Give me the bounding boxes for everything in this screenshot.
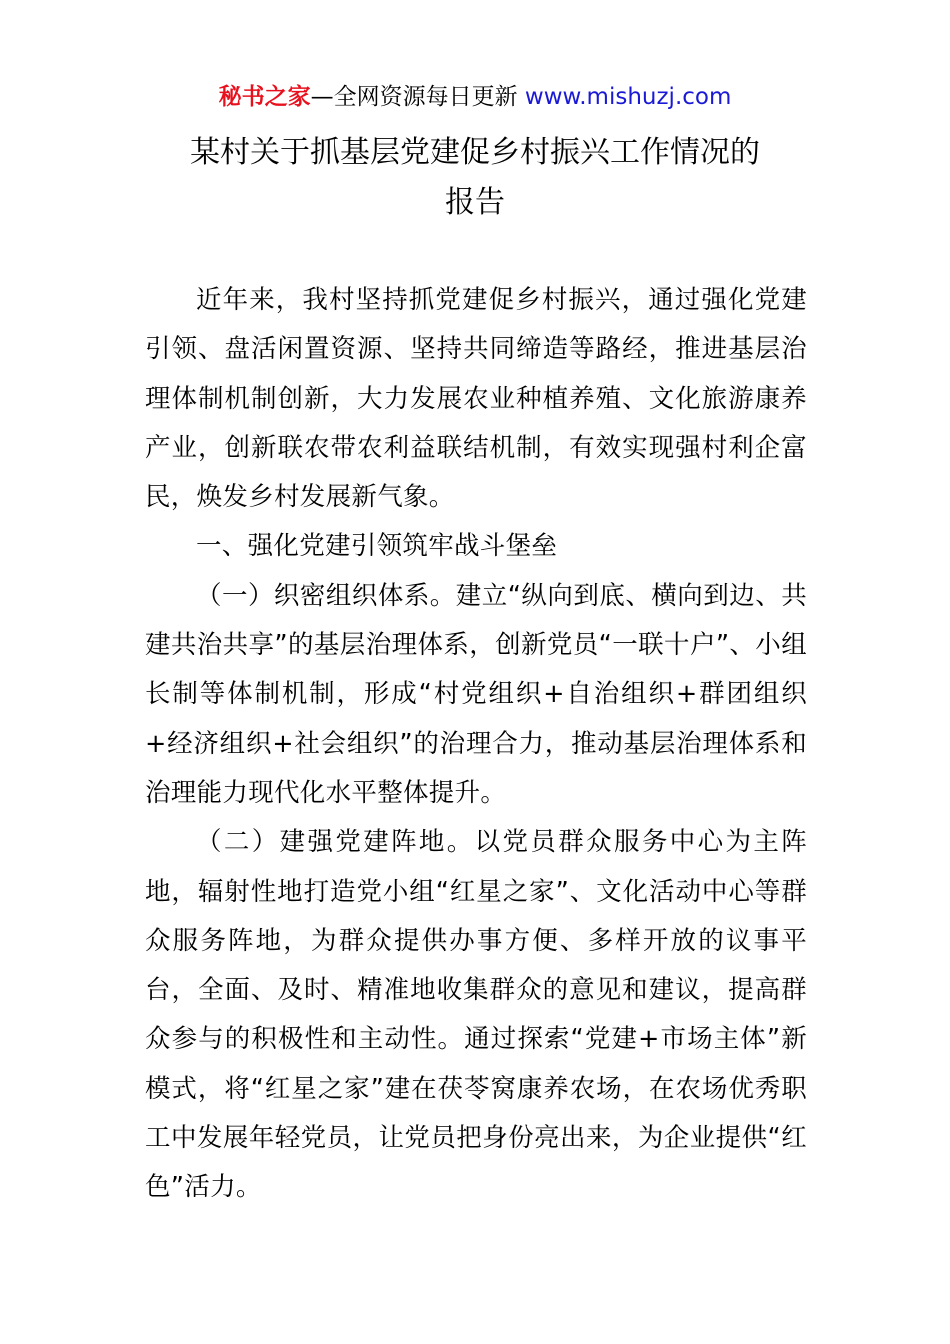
paragraph-intro: 近年来，我村坚持抓党建促乡村振兴，通过强化党建引领、盘活闲置资源、坚持共同缔造等路经，推进基层治理体制机制创新，大力发展农业种植养殖、文化旅游康养产业，创新联农带农利益联结机制，有效实现强村利企富民，焕发乡村发展新气象。 [145,285,807,513]
section-heading-1: 一、强化党建引领筑牢战斗堡垒 [196,531,558,562]
document-title [145,128,805,228]
site-header [0,80,950,114]
document-body [145,276,807,1213]
paragraph-party-position: （二）建强党建阵地。以党员群众服务中心为主阵地，辐射性地打造党小组“红星之家”、文化活动中心等群众服务阵地，为群众提供办事方便、多样开放的议事平台，全面、及时、精准地收集群众的意见和建议，提高群众参与的积极性和主动性。通过探索“党建+市场主体”新模式，将“红星之家”建在茯苓窝康养农场，在农场优秀职工中发展年轻党员，让党员把身份亮出来，为企业提供“红色”活力。 [145,827,807,1203]
site-url-link[interactable]: www.mishuzj.com [524,84,732,110]
paragraph-organization-system: （一）织密组织体系。建立“纵向到底、横向到边、共建共治共享”的基层治理体系，创新党员“一联十户”、小组长制等体制机制，形成“村党组织+自治组织+群团组织+经济组织+社会组织”的治理合力，推动基层治理体系和治理能力现代化水平整体提升。 [145,580,807,808]
document-title-line-1: 某村关于抓基层党建促乡村振兴工作情况的 [190,135,760,170]
site-slogan: —全网资源每日更新 [310,84,525,110]
document-title-line-2: 报告 [445,185,505,220]
site-brand: 秘书之家 [218,84,311,110]
